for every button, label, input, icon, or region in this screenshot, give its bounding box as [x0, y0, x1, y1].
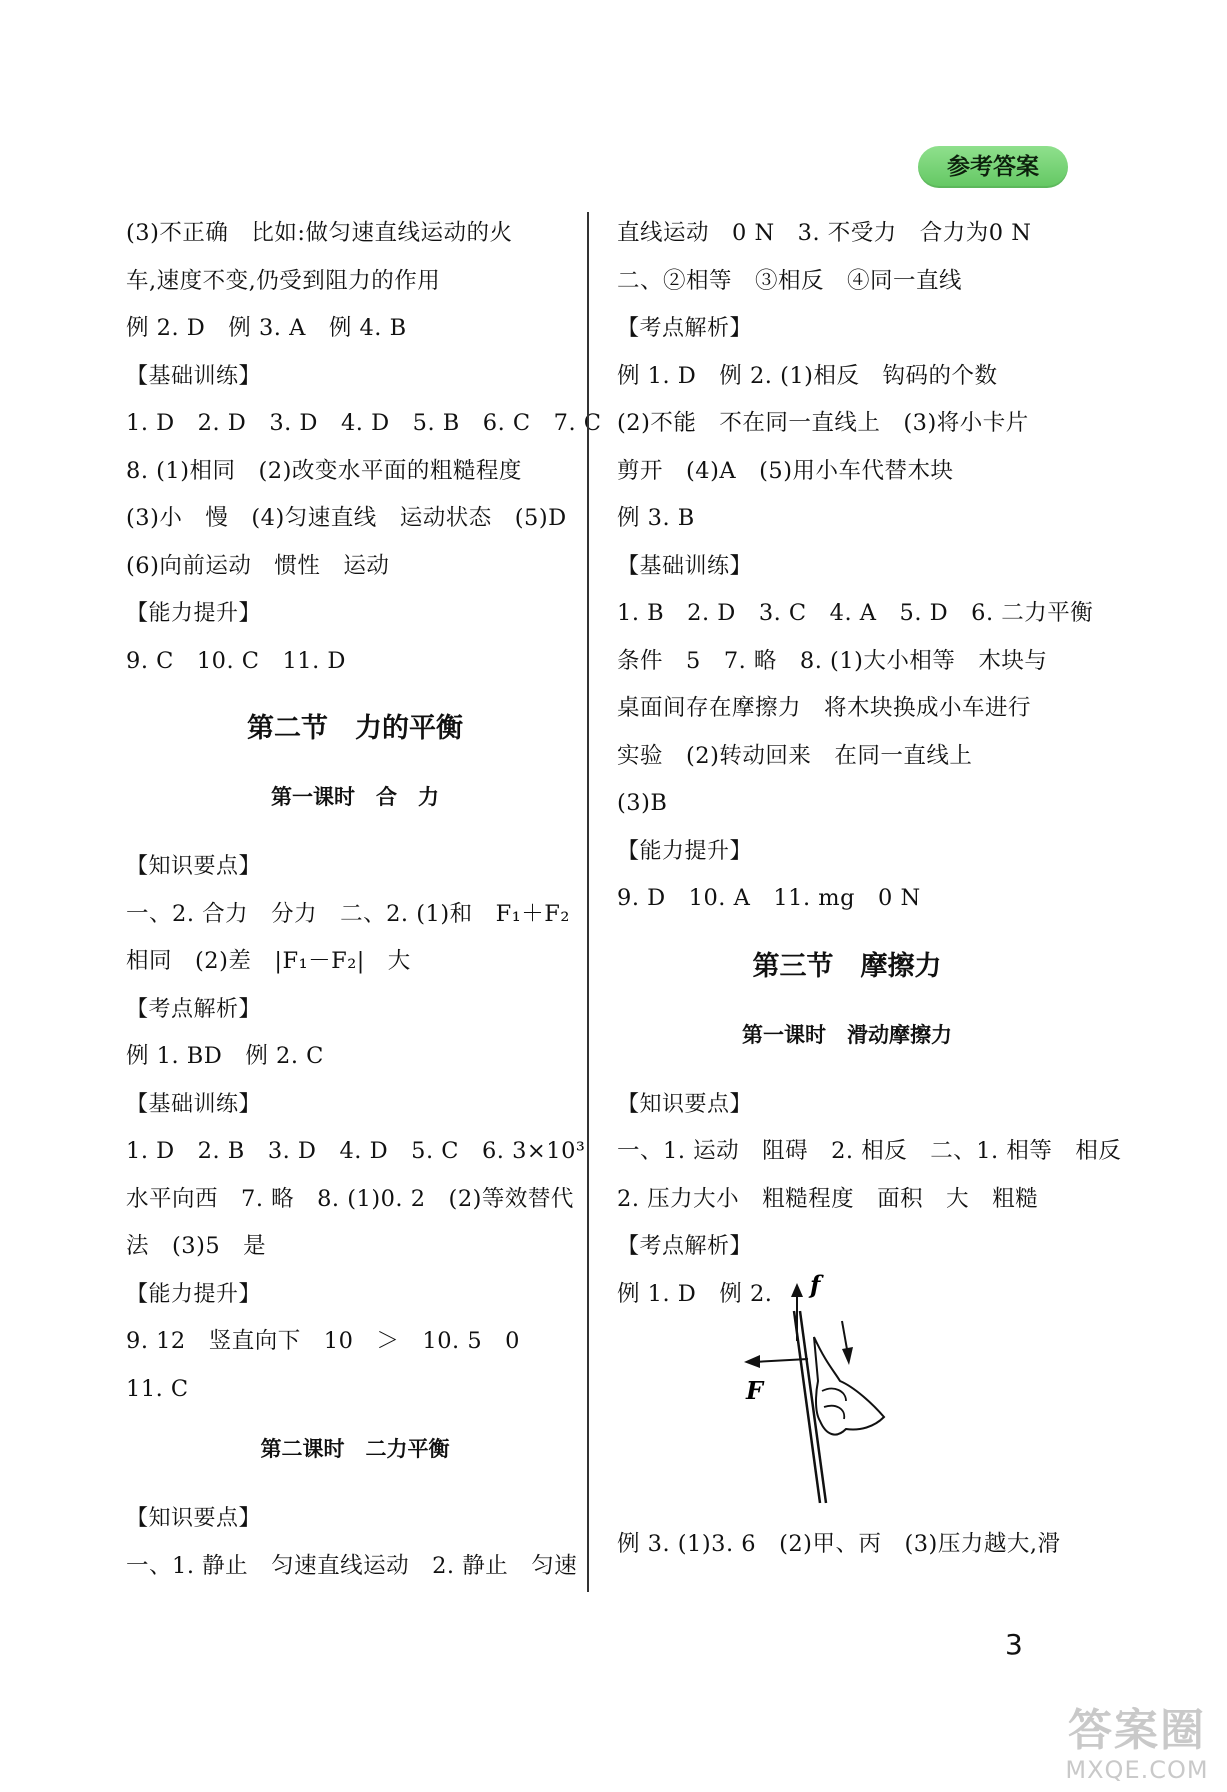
- answer-line: 车,速度不变,仍受到阻力的作用: [126, 267, 441, 294]
- force-F-arrowhead: [744, 1355, 760, 1368]
- answer-line: 1. B 2. D 3. C 4. A 5. D 6. 二力平衡: [617, 600, 1094, 626]
- section-tag: 【能力提升】: [126, 1281, 262, 1307]
- answer-line: 9. D 10. A 11. mg 0 N: [617, 885, 921, 911]
- answer-line: 2. 压力大小 粗糙程度 面积 大 粗糙: [617, 1185, 1039, 1212]
- answer-line: 9. C 10. C 11. D: [126, 647, 346, 674]
- section-tag: 【基础训练】: [126, 1091, 262, 1117]
- answer-line: 例 1. D 例 2. (1)相反 钩码的个数: [617, 362, 998, 389]
- answer-line: 一、1. 静止 匀速直线运动 2. 静止 匀速: [126, 1552, 578, 1579]
- force-F-label: F: [746, 1375, 764, 1405]
- answer-line: (3)B: [617, 790, 668, 816]
- section-heading: 第三节 摩擦力: [752, 950, 942, 982]
- answer-line: 1. D 2. D 3. D 4. D 5. B 6. C 7. C: [126, 410, 602, 436]
- answer-line: 例 2. D 例 3. A 例 4. B: [126, 315, 407, 341]
- section-tag: 【考点解析】: [617, 1234, 753, 1259]
- section-tag: 【知识要点】: [126, 1506, 262, 1531]
- left-column: [126, 210, 602, 1590]
- answer-line: 8. (1)相同 (2)改变水平面的粗糙程度: [126, 457, 522, 484]
- answer-line: 条件 5 7. 略 8. (1)大小相等 木块与: [617, 647, 1048, 674]
- answer-line: 11. C: [126, 1375, 189, 1402]
- answer-line: 剪开 (4)A (5)用小车代替木块: [617, 457, 954, 484]
- section-heading: 第二节 力的平衡: [247, 713, 463, 744]
- answer-line: (6)向前运动 惯性 运动: [126, 552, 390, 579]
- lesson-heading: 第二课时 二力平衡: [260, 1437, 450, 1461]
- answer-line: 例 1. D 例 2.: [617, 1280, 773, 1307]
- friction-diagram: [742, 1271, 892, 1511]
- section-tag: 【基础训练】: [126, 363, 262, 389]
- watermark-site: MXQE.COM: [1065, 1756, 1209, 1784]
- answer-line: 9. 12 竖直向下 10 ＞ 10. 5 0: [126, 1328, 520, 1354]
- answer-line: 一、1. 运动 阻碍 2. 相反 二、1. 相等 相反: [617, 1138, 1122, 1164]
- answer-line: 一、2. 合力 分力 二、2. (1)和 F₁＋F₂: [126, 900, 570, 927]
- answer-line: (3)不正确 比如:做匀速直线运动的火: [126, 220, 513, 246]
- answer-line: 桌面间存在摩擦力 将木块换成小车进行: [617, 695, 1032, 721]
- column-divider: [587, 212, 589, 1592]
- force-f-label: f: [810, 1270, 821, 1299]
- section-tag: 【知识要点】: [126, 854, 262, 879]
- section-tag: 【能力提升】: [126, 601, 262, 626]
- section-tag: 【知识要点】: [617, 1091, 753, 1117]
- answer-line: 法 (3)5 是: [126, 1233, 267, 1259]
- example-figure-row: [617, 1271, 1077, 1521]
- answer-line: 例 1. BD 例 2. C: [126, 1043, 324, 1069]
- section-tag: 【基础训练】: [617, 553, 753, 579]
- answer-line: 例 3. B: [617, 505, 695, 531]
- answer-line: (3)小 慢 (4)匀速直线 运动状态 (5)D: [126, 505, 567, 531]
- lesson-heading: 第一课时 合 力: [271, 785, 439, 809]
- section-tag: 【考点解析】: [126, 996, 262, 1022]
- page-number: 3: [1005, 1628, 1023, 1661]
- answer-line: 水平向西 7. 略 8. (1)0. 2 (2)等效替代: [126, 1185, 574, 1212]
- watermark-text: 答案圈: [1068, 1705, 1206, 1756]
- answer-line: (2)不能 不在同一直线上 (3)将小卡片: [617, 410, 1029, 436]
- force-f-arrowhead: [791, 1283, 803, 1297]
- answer-line: 直线运动 0 N 3. 不受力 合力为0 N: [617, 220, 1032, 246]
- answer-key-badge: 参考答案: [918, 146, 1068, 188]
- section-tag: 【能力提升】: [617, 838, 753, 864]
- push-arrowhead: [842, 1347, 853, 1365]
- answer-line: 相同 (2)差 |F₁－F₂| 大: [126, 948, 411, 974]
- section-tag: 【考点解析】: [617, 316, 753, 341]
- watermark-logo: [1052, 1706, 1222, 1788]
- answer-line: 例 3. (1)3. 6 (2)甲、丙 (3)压力越大,滑: [617, 1530, 1061, 1557]
- answer-line: 实验 (2)转动回来 在同一直线上: [617, 742, 973, 769]
- answer-line: 二、②相等 ③相反 ④同一直线: [617, 267, 963, 294]
- right-column: [617, 210, 1122, 1568]
- lesson-heading: 第一课时 滑动摩擦力: [742, 1022, 952, 1047]
- answer-line: 1. D 2. B 3. D 4. D 5. C 6. 3×10³: [126, 1138, 586, 1164]
